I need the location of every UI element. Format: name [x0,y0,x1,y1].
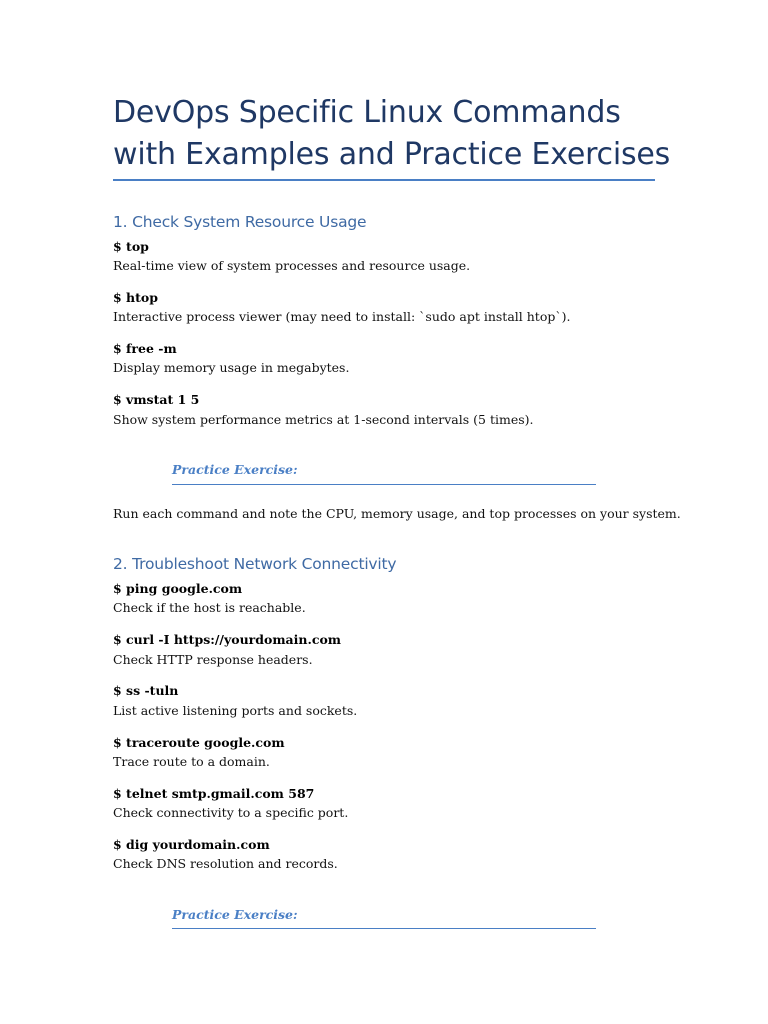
section-heading-network: 2. Troubleshoot Network Connectivity [113,555,397,573]
practice-exercise-label-1: Practice Exercise: [172,462,298,477]
command-htop: $ htop [113,290,158,305]
command-ss-description: List active listening ports and sockets. [113,703,358,718]
practice-exercise-rule-2 [172,928,596,929]
command-dig-description: Check DNS resolution and records. [113,856,338,871]
command-curl: $ curl -I https://yourdomain.com [113,632,342,647]
practice-exercise-text-1: Run each command and note the CPU, memory usage, and top processes on your system. [113,506,681,521]
command-vmstat-description: Show system performance metrics at 1-second intervals (5 times). [113,412,534,427]
command-telnet: $ telnet smtp.gmail.com 587 [113,786,315,801]
command-ping: $ ping google.com [113,581,243,596]
command-vmstat: $ vmstat 1 5 [113,392,200,407]
command-curl-description: Check HTTP response headers. [113,652,313,667]
document-title: DevOps Specific Linux Commands with Examples and Practice Exercises [113,95,671,172]
command-traceroute-description: Trace route to a domain. [113,754,270,769]
command-free-description: Display memory usage in megabytes. [113,360,350,375]
command-dig: $ dig yourdomain.com [113,837,270,852]
practice-exercise-rule-1 [172,484,596,485]
title-underline [113,179,655,181]
practice-exercise-label-2: Practice Exercise: [172,907,298,922]
section-heading-resource-usage: 1. Check System Resource Usage [113,213,367,231]
command-top-description: Real-time view of system processes and resource usage. [113,258,471,273]
command-telnet-description: Check connectivity to a specific port. [113,805,349,820]
command-htop-description: Interactive process viewer (may need to install: `sudo apt install htop`). [113,309,571,324]
command-free: $ free -m [113,341,177,356]
command-top: $ top [113,239,149,254]
command-ss: $ ss -tuln [113,683,179,698]
command-ping-description: Check if the host is reachable. [113,600,306,615]
command-traceroute: $ traceroute google.com [113,735,285,750]
